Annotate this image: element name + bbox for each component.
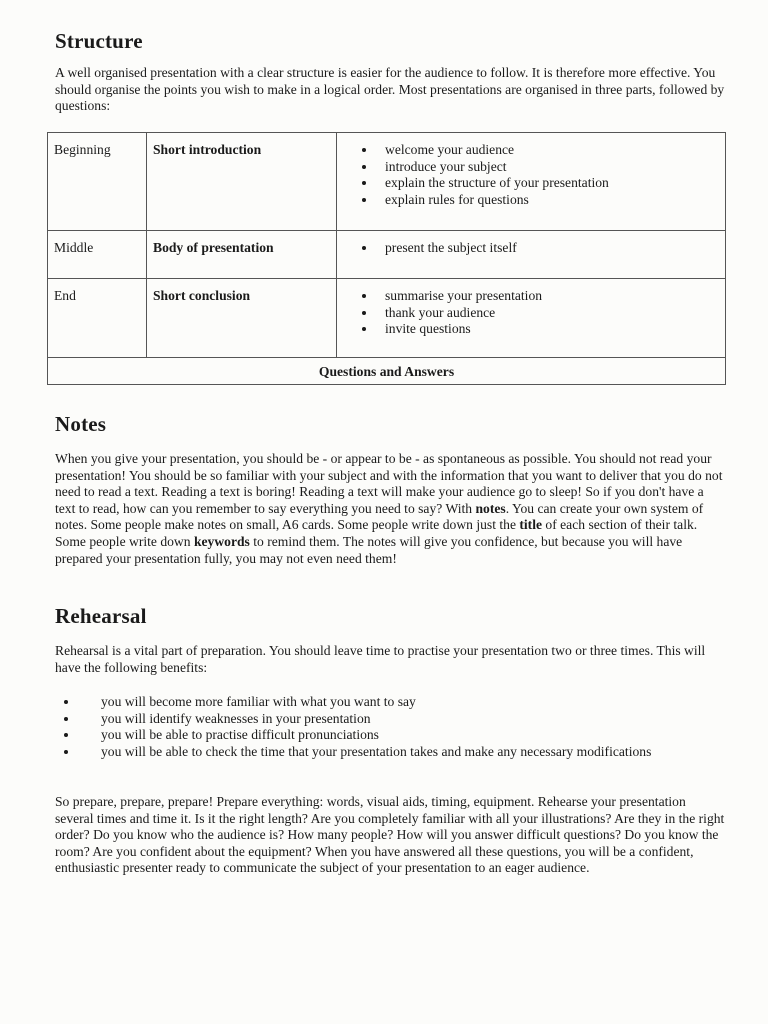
list-item: • summarise your presentation	[377, 288, 719, 305]
text-run: to remind them. The notes will give you confidence, but because you will have prepared your presentation fully, you may not even need them!	[55, 533, 683, 566]
list-item: • welcome your audience	[377, 142, 719, 159]
part-cell: Middle	[48, 231, 147, 279]
points-list	[355, 142, 719, 208]
closing-paragraph: So prepare, prepare, prepare! Prepare everything: words, visual aids, timing, equipment. Rehearse your presentation several times and time it. Is it the right length? Are you completely familiar with all your illustrations? Are they in the right order? Do you know who the audience is? How many people? How will you answer difficult questions? Do you know the room? Are you confident about the equipment? When you have answered all these questions, you will be a confident, enthusiastic presenter ready to communicate the subject of your presentation to an eager audience.	[55, 794, 725, 876]
structure-heading: Structure	[55, 29, 143, 53]
points-cell	[337, 133, 726, 231]
list-item: • you will be able to check the time that your presentation takes and make any necessary modifications	[79, 744, 699, 761]
table-row	[48, 279, 726, 358]
list-item: • present the subject itself	[377, 240, 719, 257]
part-cell: Beginning	[48, 133, 147, 231]
notes-paragraph	[55, 451, 725, 567]
table-row	[48, 358, 726, 385]
points-list	[355, 240, 719, 257]
table-row	[48, 231, 726, 279]
list-item: • invite questions	[377, 321, 719, 338]
points-cell	[337, 231, 726, 279]
title-cell: Short conclusion	[147, 279, 337, 358]
bold-keyword: title	[519, 517, 543, 533]
part-cell: End	[48, 279, 147, 358]
bold-keyword: keywords	[193, 533, 250, 549]
list-item: • you will identify weaknesses in your presentation	[79, 711, 699, 728]
list-item: • explain rules for questions	[377, 192, 719, 209]
points-cell	[337, 279, 726, 358]
list-item: • you will be able to practise difficult pronunciations	[79, 727, 699, 744]
title-cell: Body of presentation	[147, 231, 337, 279]
text-run: When you give your presentation, you should be - or appear to be - as spontaneous as possible. You should not read your presentation! You should be so familiar with your subject and with the information that you want to deliver that you do not need to read a text. Reading a text is boring! Reading a text will make your audience go to sleep! So if you don't have a text to read, how can you remember to say everything you need to say? With	[55, 451, 723, 516]
structure-intro-paragraph: A well organised presentation with a clear structure is easier for the audience to follow. It is therefore more effective. You should organise the points you wish to make in a logical order. Most presentations are organised in three parts, followed by questions:	[55, 65, 725, 114]
presentation-structure-table	[47, 132, 726, 385]
rehearsal-heading: Rehearsal	[55, 604, 147, 628]
list-item: • you will become more familiar with what you want to say	[79, 694, 699, 711]
table-row	[48, 133, 726, 231]
list-item: • introduce your subject	[377, 159, 719, 176]
title-cell: Short introduction	[147, 133, 337, 231]
points-list	[355, 288, 719, 338]
questions-footer-cell: Questions and Answers	[48, 358, 726, 385]
list-item: • thank your audience	[377, 305, 719, 322]
rehearsal-intro-paragraph: Rehearsal is a vital part of preparation. You should leave time to practise your presentation two or three times. This will have the following benefits:	[55, 643, 706, 675]
benefits-list	[55, 694, 699, 760]
text-run: of each section of their talk. Some people write down	[55, 517, 698, 549]
list-item: • explain the structure of your presentation	[377, 175, 719, 192]
text-run: . You can create your own system of notes. Some people make notes on small, A6 cards. Some people write down just the	[55, 500, 704, 533]
bold-keyword: notes	[475, 500, 506, 516]
notes-heading: Notes	[55, 412, 107, 436]
